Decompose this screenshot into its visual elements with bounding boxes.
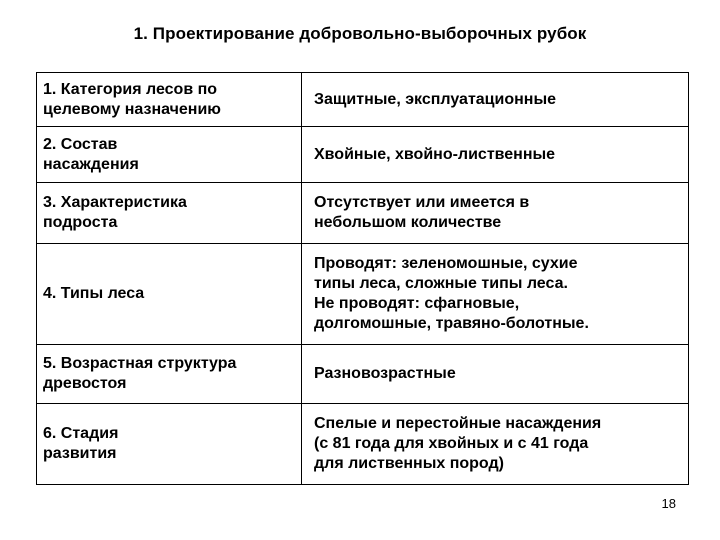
value-cell [302, 404, 689, 485]
value-cell [302, 183, 689, 244]
table-row [37, 404, 689, 485]
cell-text-line: для лиственных пород) [314, 455, 504, 472]
table-row [37, 345, 689, 404]
parameter-cell [37, 73, 302, 127]
cell-text-line: древостоя [43, 375, 127, 392]
cell-text-line: 6. Стадия [43, 425, 119, 442]
cell-text-line: 5. Возрастная структура [43, 355, 237, 372]
cell-text-line: Защитные, эксплуатационные [314, 90, 557, 108]
cell-text-line: Не проводят: сфагновые, [314, 295, 520, 312]
cell-text-line: Проводят: зеленомошные, сухие [314, 255, 578, 272]
value-cell [302, 73, 689, 127]
table-row [37, 183, 689, 244]
cell-text-line: целевому назначению [43, 100, 221, 118]
parameter-cell [37, 183, 302, 244]
cell-text-line: типы леса, сложные типы леса. [314, 275, 568, 292]
value-cell [302, 127, 689, 183]
parameter-cell [37, 345, 302, 404]
cell-text-line: 1. Категория лесов по [43, 80, 218, 98]
cell-text-line: Отсутствует или имеется в [314, 194, 530, 211]
cell-text-line: 3. Характеристика [43, 194, 187, 211]
parameter-cell [37, 127, 302, 183]
table-row [37, 244, 689, 345]
cell-text-line: 2. Состав [43, 135, 118, 153]
cell-text-line: Хвойные, хвойно-лиственные [314, 145, 556, 163]
value-cell [302, 244, 689, 345]
slide-title: 1. Проектирование добровольно-выборочных рубок [133, 24, 587, 43]
cell-text-line: развития [43, 445, 117, 462]
page-number: 18 [661, 496, 676, 511]
cell-text-line: (с 81 года для хвойных и с 41 года [314, 435, 589, 452]
cell-text-line: насаждения [43, 155, 139, 173]
cell-text-line: 4. Типы леса [43, 285, 145, 302]
table-row [37, 127, 689, 183]
parameter-cell [37, 244, 302, 345]
cell-text-line: подроста [43, 214, 118, 231]
cell-text-line: Разновозрастные [314, 365, 456, 382]
cell-text-line: небольшом количестве [314, 214, 502, 231]
value-cell [302, 345, 689, 404]
parameter-cell [37, 404, 302, 485]
table-row [37, 73, 689, 127]
rubki-spec-table [36, 72, 689, 485]
cell-text-line: долгомошные, травяно-болотные. [314, 315, 589, 332]
cell-text-line: Спелые и перестойные насаждения [314, 415, 602, 432]
